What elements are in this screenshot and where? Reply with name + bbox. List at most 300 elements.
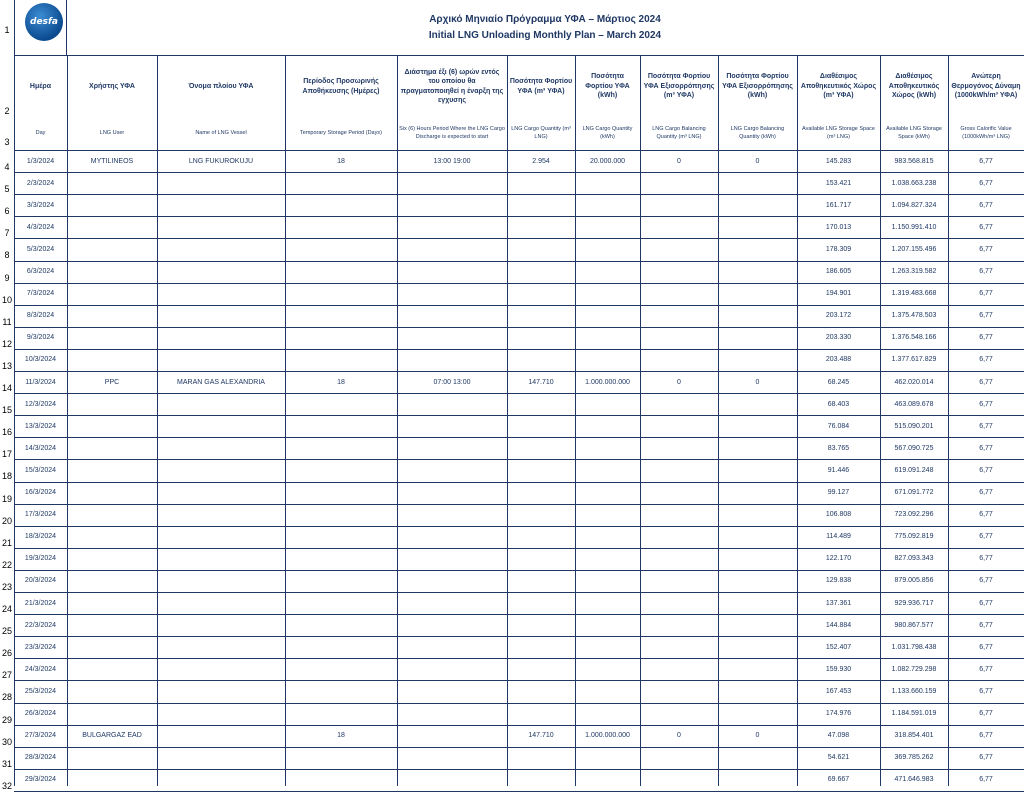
cell[interactable]: 12/3/2024 [24,400,57,408]
cell[interactable] [397,504,507,526]
cell[interactable] [67,636,157,658]
cell[interactable] [397,283,507,305]
cell[interactable] [640,592,718,614]
cell[interactable] [157,504,285,526]
cell[interactable] [718,526,797,548]
cell[interactable] [718,614,797,636]
cell[interactable] [575,261,640,283]
cell[interactable] [397,459,507,481]
cell[interactable] [285,526,397,548]
cell[interactable]: 29/3/2024 [24,776,57,784]
cell[interactable] [67,482,157,504]
cell[interactable]: 318.854.401 [894,732,934,740]
cell[interactable] [397,592,507,614]
cell[interactable]: 6,77 [979,533,993,541]
row-number[interactable]: 16 [1,427,12,438]
cell[interactable]: 1.038.663.238 [891,179,937,187]
cell[interactable] [397,305,507,327]
cell[interactable] [507,327,575,349]
cell[interactable] [507,548,575,570]
cell[interactable]: 69.667 [827,776,850,784]
cell[interactable]: 13:00 19:00 [433,157,471,165]
cell[interactable] [507,703,575,725]
cell[interactable] [157,592,285,614]
cell[interactable] [157,769,285,791]
cell[interactable]: 1.319.483.668 [891,290,937,298]
cell[interactable]: 26/3/2024 [24,710,57,718]
cell[interactable] [575,548,640,570]
cell[interactable] [718,747,797,769]
cell[interactable] [507,393,575,415]
cell[interactable] [718,415,797,437]
cell[interactable]: 6,77 [979,555,993,563]
cell[interactable] [285,614,397,636]
cell[interactable] [397,725,507,747]
cell[interactable] [285,769,397,791]
cell[interactable] [397,769,507,791]
cell[interactable]: 27/3/2024 [24,732,57,740]
cell[interactable]: 144.884 [825,621,852,629]
cell[interactable] [397,658,507,680]
cell[interactable]: 983.568.815 [894,157,934,165]
cell[interactable]: 462.020.014 [894,378,934,386]
cell[interactable]: 114.489 [826,533,851,541]
cell[interactable]: 980.867.577 [894,621,934,629]
row-number[interactable]: 4 [4,162,10,173]
cell[interactable] [157,725,285,747]
cell[interactable] [157,393,285,415]
cell[interactable]: 6,77 [979,466,993,474]
cell[interactable]: 203.172 [825,312,852,320]
row-number[interactable]: 7 [4,228,10,239]
cell[interactable] [285,570,397,592]
cell[interactable] [67,238,157,260]
cell[interactable] [507,636,575,658]
cell[interactable] [575,172,640,194]
cell[interactable] [157,703,285,725]
cell[interactable]: 91.446 [827,466,850,474]
cell[interactable]: 11/3/2024 [25,378,56,386]
cell[interactable]: 0 [755,157,760,165]
cell[interactable]: 122.170 [825,555,852,563]
cell[interactable] [157,482,285,504]
cell[interactable]: 5/3/2024 [26,245,55,253]
cell[interactable]: 9/3/2024 [26,334,55,342]
cell[interactable] [285,283,397,305]
cell[interactable] [640,283,718,305]
cell[interactable]: 145.283 [825,157,852,165]
cell[interactable] [397,747,507,769]
row-number[interactable]: 26 [1,648,12,659]
cell[interactable] [575,216,640,238]
cell[interactable] [507,680,575,702]
cell[interactable] [285,548,397,570]
cell[interactable]: 8/3/2024 [26,312,55,320]
cell[interactable]: 775.092.819 [894,533,934,541]
cell[interactable] [640,172,718,194]
cell[interactable] [507,570,575,592]
cell[interactable] [507,769,575,791]
cell[interactable] [285,393,397,415]
cell[interactable]: 170.013 [825,223,852,231]
cell[interactable] [507,459,575,481]
cell[interactable] [640,393,718,415]
cell[interactable] [640,680,718,702]
cell[interactable] [285,658,397,680]
cell[interactable] [67,261,157,283]
cell[interactable] [718,172,797,194]
cell[interactable]: 0 [677,732,681,740]
cell[interactable] [718,592,797,614]
cell[interactable]: 1.184.591.019 [891,710,937,718]
cell[interactable] [507,349,575,371]
cell[interactable]: 6,77 [979,511,993,519]
cell[interactable] [67,305,157,327]
cell[interactable] [575,592,640,614]
cell[interactable]: 159.930 [825,665,852,673]
cell[interactable] [157,415,285,437]
cell[interactable]: 6,77 [979,754,993,762]
cell[interactable]: 20.000.000 [589,157,626,165]
cell[interactable]: 6,77 [979,290,993,298]
cell[interactable]: 6,77 [979,179,993,187]
cell[interactable] [157,349,285,371]
cell[interactable]: 106.808 [825,511,852,519]
cell[interactable] [640,614,718,636]
row-number[interactable]: 29 [1,714,12,725]
cell[interactable]: 07:00 13:00 [433,378,471,386]
cell[interactable]: 153.421 [825,179,852,187]
cell[interactable] [575,393,640,415]
cell[interactable] [285,504,397,526]
cell[interactable] [67,349,157,371]
cell[interactable] [507,238,575,260]
cell[interactable]: 929.936.717 [894,599,934,607]
row-number[interactable]: 21 [1,537,12,548]
cell[interactable] [640,437,718,459]
cell[interactable] [718,194,797,216]
cell[interactable] [67,327,157,349]
cell[interactable] [640,459,718,481]
row-number[interactable]: 18 [1,471,12,482]
cell[interactable] [157,238,285,260]
cell[interactable] [397,636,507,658]
cell[interactable]: 6,77 [979,687,993,695]
cell[interactable]: 463.089.678 [894,400,934,408]
cell[interactable]: 2.954 [532,157,550,165]
cell[interactable] [157,680,285,702]
cell[interactable] [507,216,575,238]
row-number[interactable]: 27 [1,670,12,681]
cell[interactable] [157,261,285,283]
cell[interactable]: 1.150.991.410 [891,223,937,231]
cell[interactable]: 1.133.660.159 [891,687,937,695]
cell[interactable]: 18 [337,378,345,386]
cell[interactable]: 10/3/2024 [24,356,57,364]
cell[interactable]: 3/3/2024 [26,201,55,209]
cell[interactable] [575,415,640,437]
cell[interactable] [507,614,575,636]
cell[interactable]: 17/3/2024 [24,511,57,519]
cell[interactable] [67,504,157,526]
cell[interactable] [718,482,797,504]
cell[interactable]: 1.376.548.166 [891,334,937,342]
cell[interactable]: 0 [677,378,681,386]
cell[interactable] [157,216,285,238]
cell[interactable] [507,526,575,548]
cell[interactable]: 152.407 [825,643,852,651]
cell[interactable] [67,592,157,614]
cell[interactable] [67,570,157,592]
row-number[interactable]: 9 [4,272,10,283]
cell[interactable]: 6,77 [979,710,993,718]
cell[interactable] [285,415,397,437]
cell[interactable]: 1.094.827.324 [891,201,937,209]
cell[interactable]: 76.084 [827,422,850,430]
cell[interactable]: 619.091.248 [894,466,934,474]
cell[interactable] [67,393,157,415]
cell[interactable] [640,482,718,504]
cell[interactable] [718,504,797,526]
cell[interactable]: 515.090.201 [894,422,934,430]
cell[interactable]: 18 [337,157,345,165]
cell[interactable]: 6,77 [979,665,993,673]
cell[interactable]: 6,77 [979,444,993,452]
cell[interactable]: 19/3/2024 [24,555,57,563]
cell[interactable] [285,261,397,283]
cell[interactable] [67,703,157,725]
cell[interactable] [507,437,575,459]
cell[interactable] [285,459,397,481]
row-number[interactable]: 11 [2,316,12,327]
cell[interactable] [507,592,575,614]
cell[interactable]: 6/3/2024 [26,268,55,276]
cell[interactable]: PPC [104,378,120,386]
cell[interactable]: 68.403 [827,400,850,408]
cell[interactable] [640,194,718,216]
cell[interactable]: 25/3/2024 [24,687,57,695]
row-number[interactable]: 13 [1,360,12,371]
cell[interactable]: 13/3/2024 [24,422,57,430]
cell[interactable]: 6,77 [979,312,993,320]
cell[interactable]: 68.245 [827,378,850,386]
cell[interactable]: 161.717 [825,201,852,209]
row-number[interactable]: 10 [1,294,12,305]
cell[interactable]: 1.207.155.496 [891,245,937,253]
cell[interactable] [640,349,718,371]
cell[interactable]: 167.453 [825,687,852,695]
cell[interactable] [157,658,285,680]
cell[interactable]: 15/3/2024 [24,466,57,474]
cell[interactable]: 18/3/2024 [24,533,57,541]
row-number[interactable]: 6 [4,206,10,217]
row-number[interactable]: 20 [1,515,12,526]
cell[interactable] [718,349,797,371]
cell[interactable] [67,680,157,702]
cell[interactable] [397,548,507,570]
cell[interactable] [640,504,718,526]
cell[interactable] [507,504,575,526]
cell[interactable]: 0 [677,157,681,165]
cell[interactable]: 2/3/2024 [26,179,55,187]
cell[interactable]: 23/3/2024 [24,643,57,651]
cell[interactable] [575,703,640,725]
cell[interactable] [640,526,718,548]
cell[interactable] [397,680,507,702]
cell[interactable] [575,570,640,592]
row-number[interactable]: 22 [1,559,12,570]
cell[interactable]: 6,77 [979,776,993,784]
row-number[interactable]: 32 [1,780,12,791]
cell[interactable]: 83.765 [827,444,850,452]
cell[interactable] [718,680,797,702]
row-number[interactable]: 14 [1,383,12,394]
cell[interactable] [575,238,640,260]
cell[interactable] [718,459,797,481]
cell[interactable]: 1.375.478.503 [891,312,937,320]
cell[interactable] [640,703,718,725]
cell[interactable] [397,570,507,592]
cell[interactable]: 6,77 [979,599,993,607]
cell[interactable] [285,194,397,216]
cell[interactable] [397,261,507,283]
cell[interactable] [157,570,285,592]
cell[interactable] [575,194,640,216]
cell[interactable] [397,482,507,504]
cell[interactable] [397,172,507,194]
row-number[interactable]: 30 [1,736,12,747]
cell[interactable] [507,747,575,769]
cell[interactable]: 6,77 [979,400,993,408]
cell[interactable] [575,680,640,702]
cell[interactable]: BULGARGAZ EAD [82,732,142,740]
cell[interactable] [640,769,718,791]
cell[interactable] [575,504,640,526]
cell[interactable] [157,327,285,349]
row-number[interactable]: 28 [1,692,12,703]
cell[interactable] [157,526,285,548]
cell[interactable] [575,614,640,636]
cell[interactable] [397,614,507,636]
cell[interactable] [157,747,285,769]
cell[interactable] [575,526,640,548]
cell[interactable]: 137.361 [825,599,852,607]
cell[interactable]: 178.309 [825,245,852,253]
cell[interactable]: 6,77 [979,223,993,231]
cell[interactable]: 6,77 [979,356,993,364]
cell[interactable]: 0 [755,732,760,740]
row-number[interactable]: 1 [4,25,10,35]
cell[interactable] [285,216,397,238]
cell[interactable] [397,526,507,548]
row-number[interactable]: 12 [1,338,12,349]
cell[interactable] [285,747,397,769]
cell[interactable] [507,283,575,305]
cell[interactable] [67,415,157,437]
cell[interactable]: 723.092.296 [894,511,934,519]
cell[interactable] [67,216,157,238]
cell[interactable] [157,459,285,481]
cell[interactable] [575,459,640,481]
cell[interactable]: 99.127 [827,489,850,497]
row-number[interactable]: 25 [1,626,12,637]
cell[interactable] [718,658,797,680]
cell[interactable] [640,238,718,260]
cell[interactable] [157,548,285,570]
cell[interactable]: 174.976 [825,710,852,718]
cell[interactable]: 671.091.772 [894,489,934,497]
cell[interactable] [718,769,797,791]
row-number[interactable]: 24 [1,604,12,615]
cell[interactable]: 203.330 [825,334,852,342]
cell[interactable] [507,261,575,283]
cell[interactable] [640,216,718,238]
cell[interactable] [718,261,797,283]
cell[interactable]: 6,77 [979,378,993,386]
cell[interactable] [67,548,157,570]
cell[interactable]: 24/3/2024 [24,665,57,673]
row-number[interactable]: 8 [4,250,10,261]
cell[interactable]: 6,77 [979,334,993,342]
cell[interactable] [67,614,157,636]
cell[interactable]: MYTILINEOS [90,157,134,165]
cell[interactable]: 22/3/2024 [24,621,57,629]
cell[interactable] [157,194,285,216]
cell[interactable]: LNG FUKUROKUJU [188,157,254,165]
row-number[interactable]: 5 [4,184,10,195]
cell[interactable] [640,747,718,769]
cell[interactable] [575,636,640,658]
cell[interactable]: MARAN GAS ALEXANDRIA [177,378,265,386]
cell[interactable] [718,703,797,725]
cell[interactable] [575,658,640,680]
cell[interactable] [157,305,285,327]
cell[interactable] [718,393,797,415]
cell[interactable] [640,261,718,283]
cell[interactable]: 7/3/2024 [26,290,55,298]
cell[interactable]: 6,77 [979,245,993,253]
cell[interactable] [575,769,640,791]
cell[interactable] [718,327,797,349]
cell[interactable] [397,415,507,437]
cell[interactable] [507,482,575,504]
cell[interactable] [285,703,397,725]
row-number[interactable]: 2 [4,106,10,116]
cell[interactable]: 194.901 [825,290,852,298]
cell[interactable] [718,636,797,658]
cell[interactable] [67,172,157,194]
cell[interactable] [397,349,507,371]
cell[interactable]: 471.646.983 [894,776,934,784]
cell[interactable] [575,327,640,349]
cell[interactable] [67,459,157,481]
cell[interactable] [507,658,575,680]
cell[interactable] [507,415,575,437]
cell[interactable] [285,327,397,349]
cell[interactable] [285,437,397,459]
cell[interactable]: 6,77 [979,157,993,165]
cell[interactable] [640,305,718,327]
row-number[interactable]: 17 [1,449,12,460]
cell[interactable]: 6,77 [979,732,993,740]
cell[interactable] [507,305,575,327]
row-number[interactable]: 19 [1,493,12,504]
cell[interactable] [157,172,285,194]
row-number[interactable]: 31 [1,758,12,769]
cell[interactable] [507,172,575,194]
cell[interactable]: 827.093.343 [894,555,934,563]
cell[interactable]: 879.005.856 [894,577,934,585]
